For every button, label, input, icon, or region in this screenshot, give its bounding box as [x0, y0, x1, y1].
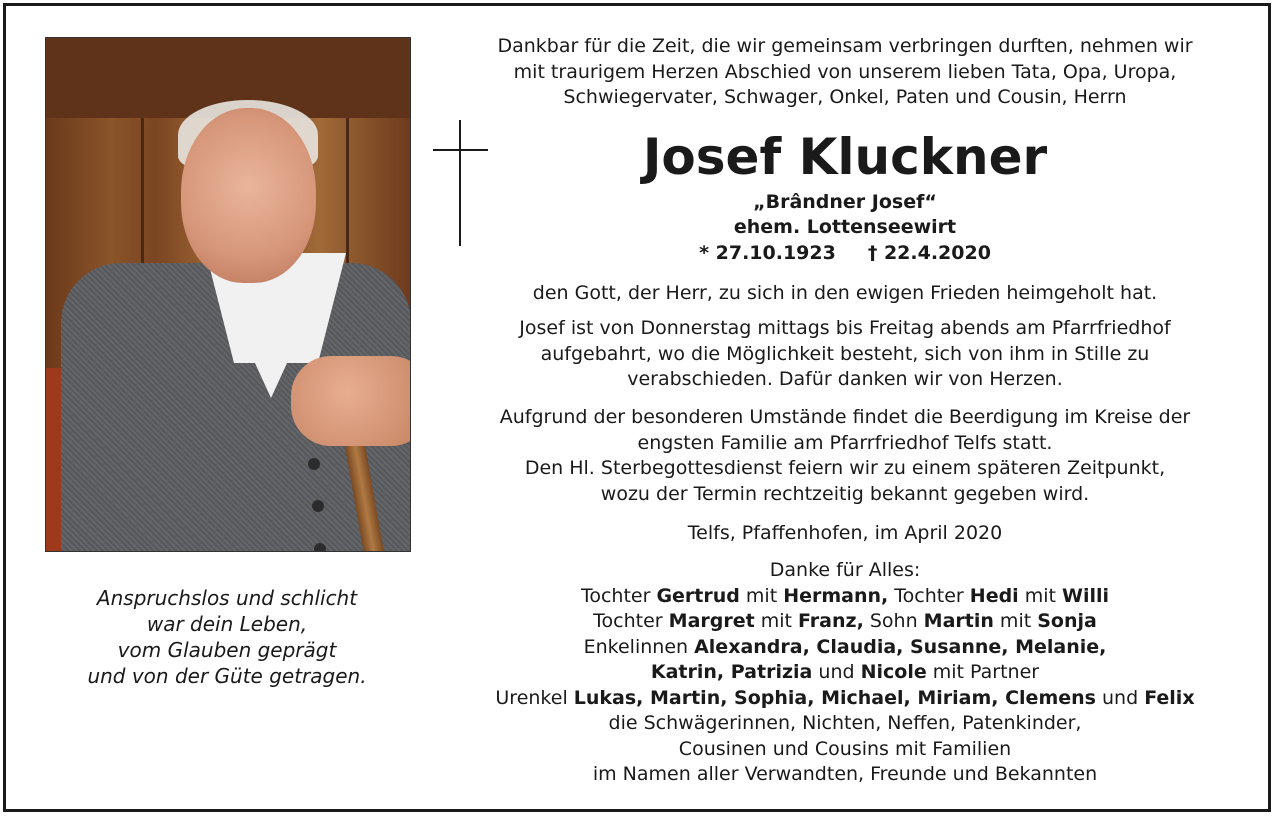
funeral-line: wozu der Termin rechtzeitig bekannt gegeben wird.	[600, 482, 1090, 505]
portrait-photo	[45, 37, 411, 552]
funeral-paragraph	[460, 405, 1230, 507]
intro-line: Schwiegervater, Schwager, Onkel, Paten und Cousin, Herrn	[563, 86, 1127, 108]
family-line: Enkelinnen Alexandra, Claudia, Susanne, Melanie,	[583, 635, 1107, 658]
god-line-text: den Gott, der Herr, zu sich in den ewigen Frieden heimgeholt hat.	[532, 282, 1158, 304]
poem-line: war dein Leben,	[146, 612, 308, 636]
occupation: ehem. Lottenseewirt	[733, 216, 957, 238]
family-line: Urenkel Lukas, Martin, Sophia, Michael, Miriam, Clemens und Felix	[495, 686, 1195, 709]
family-line: im Namen aller Verwandten, Freunde und Bekannten	[592, 763, 1098, 785]
family-line: die Schwägerinnen, Nichten, Neffen, Patenkinder,	[608, 712, 1082, 734]
nickname: „Brândner Josef“	[753, 191, 937, 213]
funeral-line: Den Hl. Sterbegottesdienst feiern wir zu einem späteren Zeitpunkt,	[524, 457, 1166, 479]
thanks-heading: Danke für Alles:	[769, 559, 921, 581]
birth-date: * 27.10.1923	[699, 242, 836, 264]
deceased-name: Josef Kluckner	[642, 128, 1048, 186]
god-line	[460, 281, 1230, 307]
intro-text	[460, 34, 1230, 111]
poem-line: Anspruchslos und schlicht	[96, 586, 358, 610]
poem-line: und von der Güte getragen.	[87, 664, 367, 688]
family-line: Cousinen und Cousins mit Familien	[678, 737, 1012, 760]
memorial-poem	[45, 585, 409, 689]
viewing-line: aufgebahrt, wo die Möglichkeit besteht, sich von ihm in Stille zu	[540, 342, 1150, 365]
family-line: Tochter Gertrud mit Hermann, Tochter Hedi mit Willi	[580, 584, 1110, 607]
poem-line: vom Glauben geprägt	[117, 638, 337, 662]
family-line: Katrin, Patrizia und Nicole mit Partner	[650, 661, 1040, 683]
intro-line: Dankbar für die Zeit, die wir gemeinsam verbringen durften, nehmen wir	[497, 35, 1193, 57]
family-list	[460, 558, 1230, 788]
deceased-details	[460, 190, 1230, 240]
place-date	[460, 521, 1230, 547]
viewing-paragraph	[460, 316, 1230, 393]
funeral-line: engsten Familie am Pfarrfriedhof Telfs statt.	[637, 431, 1053, 454]
viewing-line: Josef ist von Donnerstag mittags bis Freitag abends am Pfarrfriedhof	[519, 317, 1171, 339]
intro-line: mit traurigem Herzen Abschied von unserem lieben Tata, Opa, Uropa,	[513, 60, 1177, 83]
place-date-text: Telfs, Pfaffenhofen, im April 2020	[687, 522, 1003, 544]
life-dates	[460, 241, 1230, 267]
viewing-line: verabschieden. Dafür danken wir von Herzen.	[627, 368, 1063, 390]
death-date: † 22.4.2020	[867, 242, 991, 264]
funeral-line: Aufgrund der besonderen Umstände findet die Beerdigung im Kreise der	[499, 406, 1191, 428]
family-line: Tochter Margret mit Franz, Sohn Martin mit Sonja	[593, 610, 1097, 632]
